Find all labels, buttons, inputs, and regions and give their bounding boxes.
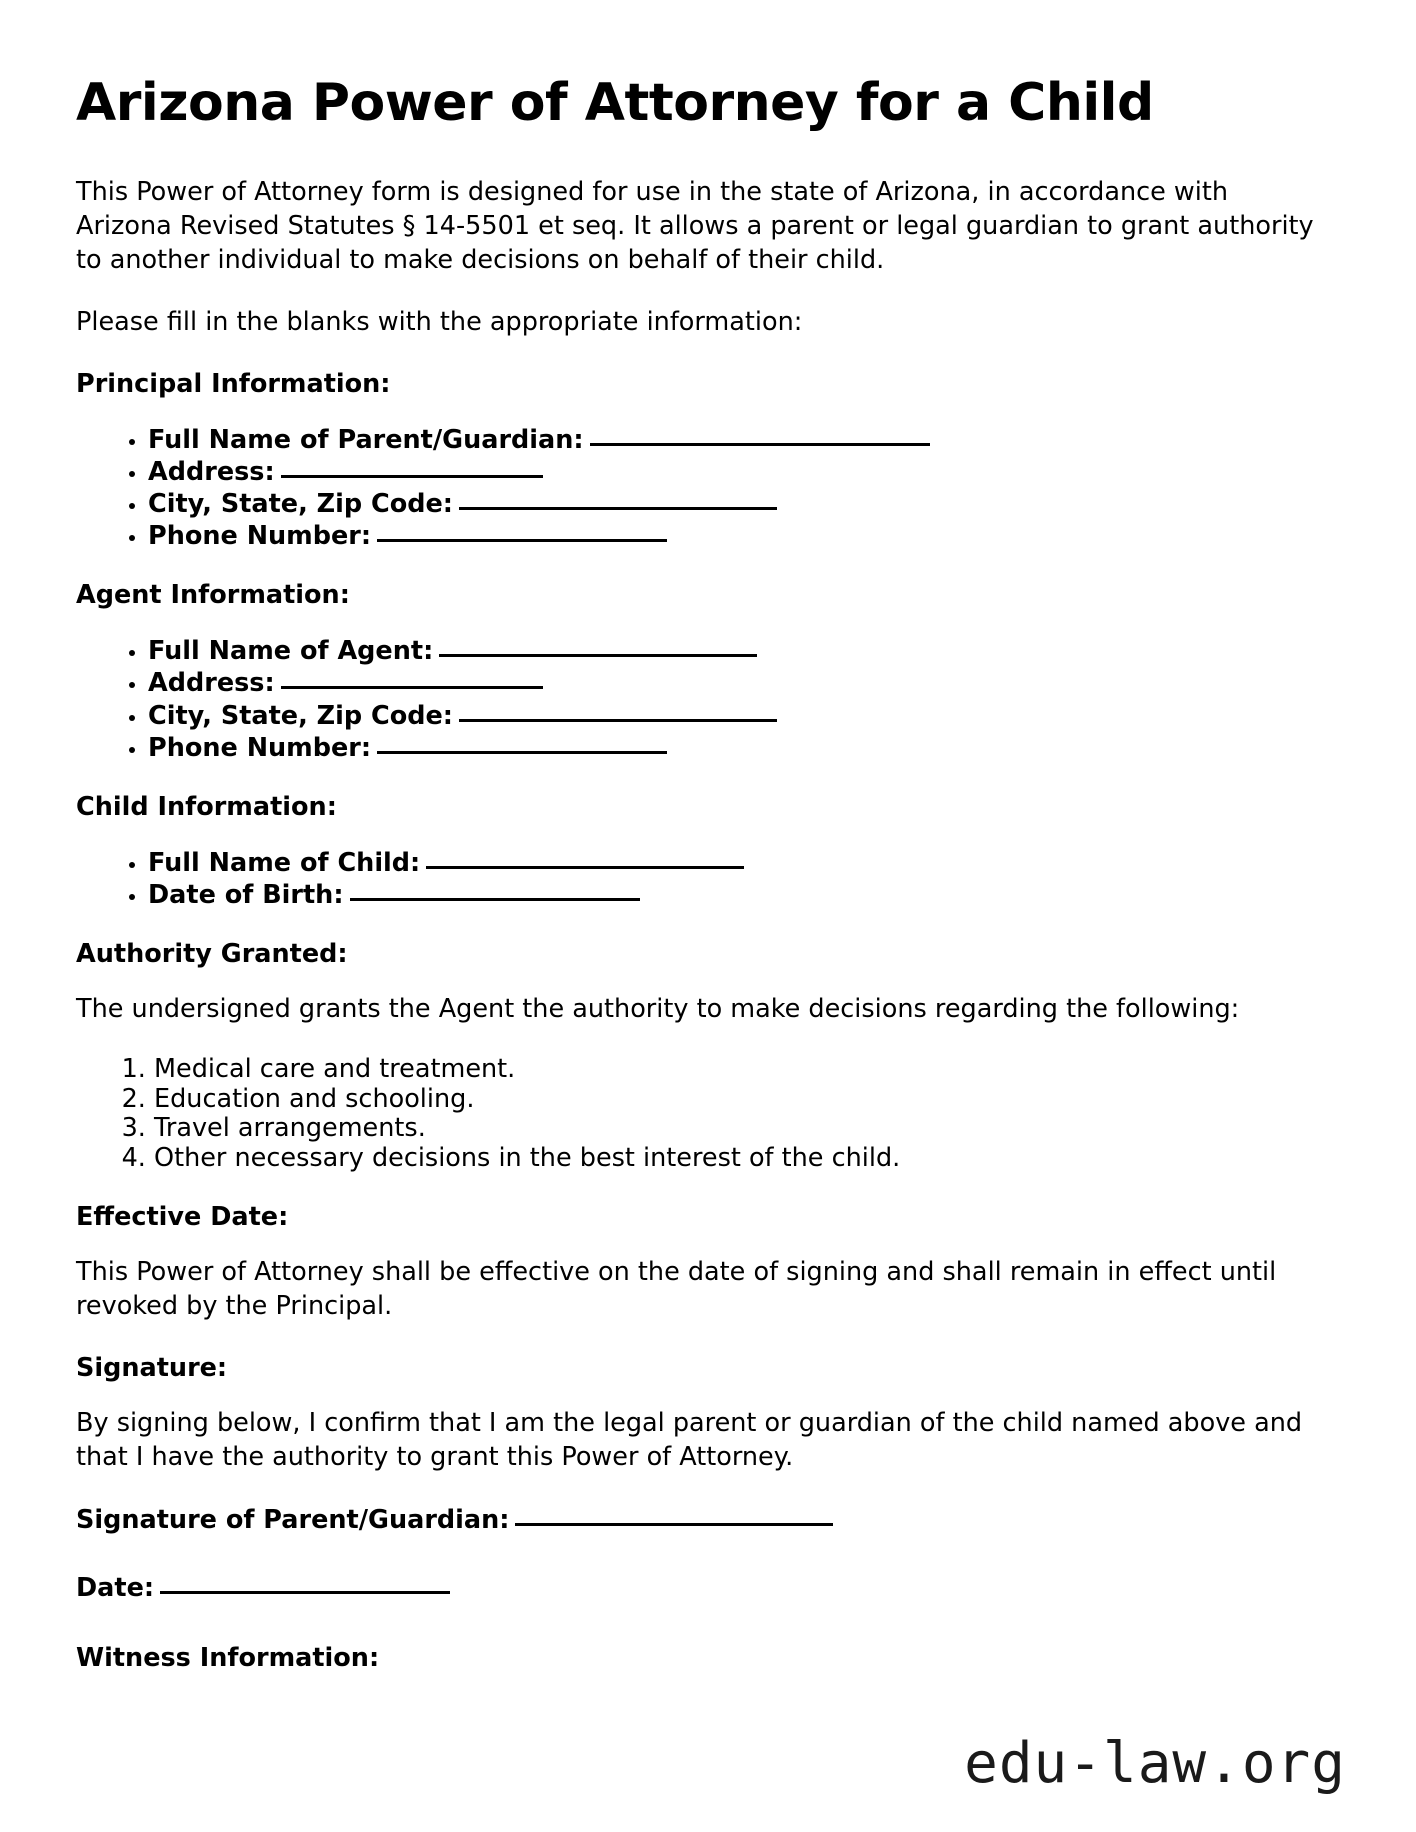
site-watermark: edu-law.org (964, 1731, 1346, 1796)
child-information-list (76, 846, 1340, 910)
parent-signature-label: Signature of Parent/Guardian: (76, 1505, 510, 1536)
page-title: Arizona Power of Attorney for a Child (76, 73, 1154, 133)
child-information-heading: Child Information: (76, 791, 337, 822)
field-label: Full Name of Parent/Guardian: (148, 425, 584, 455)
list-item (148, 666, 1340, 698)
list-item (148, 634, 1340, 666)
witness-information-heading: Witness Information: (76, 1642, 380, 1673)
field-blank-parent-name[interactable] (590, 423, 930, 446)
list-item: 3. Travel arrangements. (154, 1114, 1340, 1144)
field-blank-agent-name[interactable] (439, 634, 757, 657)
signature-date-row (76, 1571, 1340, 1605)
principal-information-list (76, 423, 1340, 551)
field-label: Address: (148, 668, 275, 699)
list-item (148, 455, 1340, 487)
signature-date-label: Date: (76, 1573, 155, 1604)
list-item (148, 846, 1340, 878)
field-label: Phone Number: (148, 521, 372, 552)
agent-information-heading: Agent Information: (76, 580, 350, 611)
field-blank-principal-address[interactable] (281, 455, 543, 478)
list-item: 2. Education and schooling. (154, 1085, 1340, 1115)
authority-granted-heading: Authority Granted: (76, 938, 348, 969)
parent-signature-blank[interactable] (515, 1503, 833, 1526)
field-label: Address: (148, 457, 275, 488)
field-label: Date of Birth: (148, 879, 344, 910)
signature-heading: Signature: (76, 1353, 228, 1384)
list-item (148, 487, 1340, 519)
field-label: Full Name of Agent: (148, 636, 434, 667)
field-blank-agent-phone[interactable] (377, 731, 667, 754)
field-label: City, State, Zip Code: (148, 489, 454, 520)
field-blank-agent-city-state-zip[interactable] (459, 699, 777, 722)
signature-date-blank[interactable] (160, 1571, 450, 1594)
field-label: Full Name of Child: (148, 847, 421, 878)
field-blank-child-name[interactable] (426, 846, 744, 869)
list-item: 4. Other necessary decisions in the best interest of the child. (154, 1144, 1340, 1174)
field-label: City, State, Zip Code: (148, 700, 454, 731)
list-item (148, 423, 1340, 455)
list-item (148, 731, 1340, 763)
agent-information-list (76, 634, 1340, 762)
parent-signature-row (76, 1503, 1340, 1537)
effective-date-body: This Power of Attorney shall be effective on the date of signing and shall remain in effect until revoked by the Principal. (76, 1257, 1277, 1322)
intro-paragraph: This Power of Attorney form is designed for use in the state of Arizona, in accordance with Arizona Revised Statutes § 14-5501 et seq. It allows a parent or legal guardian to grant authority to another individual to make decisions on behalf of their child. (76, 177, 1314, 276)
authority-granted-list (76, 1055, 1340, 1173)
list-item: 1. Medical care and treatment. (154, 1055, 1340, 1085)
field-blank-principal-phone[interactable] (377, 519, 667, 542)
authority-lead-in: The undersigned grants the Agent the authority to make decisions regarding the following: (76, 994, 1240, 1025)
list-item (148, 699, 1340, 731)
effective-date-heading: Effective Date: (76, 1202, 289, 1233)
instruction-paragraph: Please fill in the blanks with the appropriate information: (76, 306, 803, 337)
field-label: Phone Number: (148, 732, 372, 763)
list-item (148, 878, 1340, 910)
list-item (148, 519, 1340, 551)
field-blank-principal-city-state-zip[interactable] (459, 487, 777, 510)
signature-body: By signing below, I confirm that I am the legal parent or guardian of the child named above and that I have the authority to grant this Power of Attorney. (76, 1408, 1303, 1473)
field-blank-child-dob[interactable] (350, 878, 640, 901)
principal-information-heading: Principal Information: (76, 368, 391, 399)
field-blank-agent-address[interactable] (281, 666, 543, 689)
